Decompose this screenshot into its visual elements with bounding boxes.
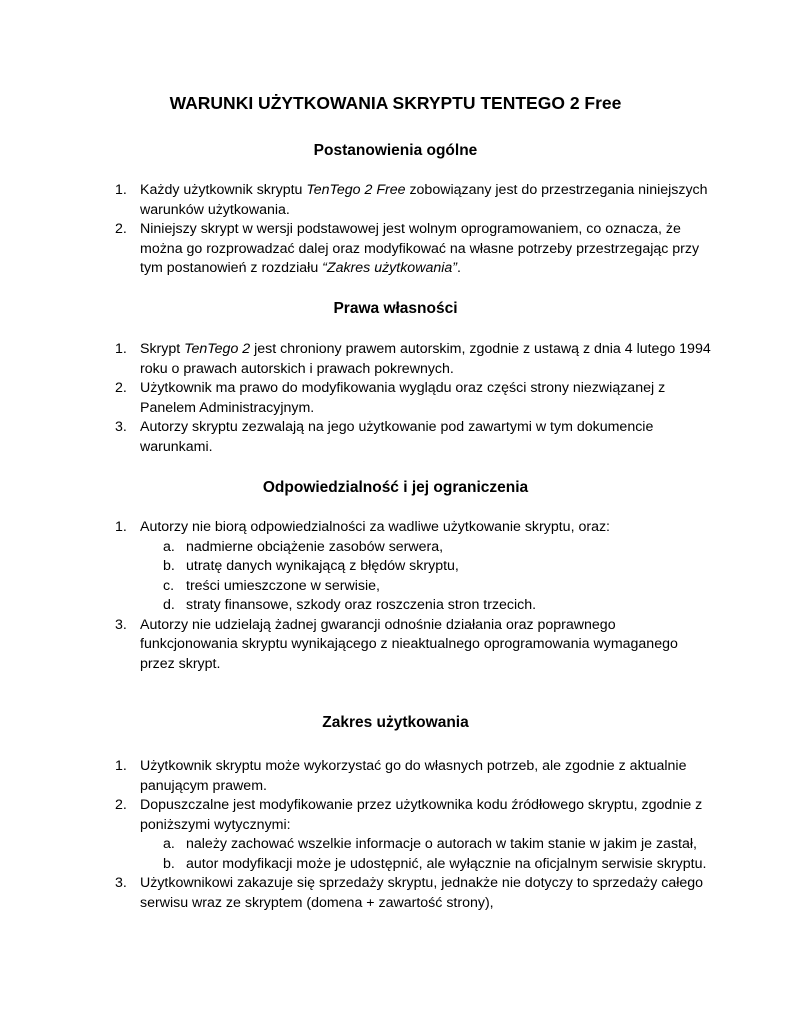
item-number: 2. (115, 221, 127, 237)
sub-item-text: straty finansowe, szkody oraz roszczenia stron trzecich. (186, 597, 537, 613)
sub-item-letter: a. (163, 538, 175, 555)
list-item (113, 518, 713, 538)
list-item (113, 874, 713, 913)
list-item (113, 757, 713, 796)
section-heading-ownership: Prawa własności (333, 300, 458, 317)
item-emphasis: TenTego 2 Free (306, 182, 406, 198)
item-number: 2. (115, 380, 127, 396)
item-emphasis: TenTego 2 (184, 341, 251, 357)
list-item (113, 340, 713, 379)
item-text: Skrypt (140, 341, 185, 357)
section-heading-scope: Zakres użytkowania (322, 714, 469, 731)
sub-list-item (113, 577, 713, 597)
item-number: 1. (115, 182, 127, 198)
list-item (113, 418, 713, 457)
list-item (113, 181, 713, 220)
item-text: . (457, 260, 461, 276)
document-title: WARUNKI UŻYTKOWANIA SKRYPTU TENTEGO 2 Free (169, 93, 622, 113)
item-text: Autorzy nie biorą odpowiedzialności za wadliwe użytkowanie skryptu, oraz: (140, 519, 610, 535)
item-text: Użytkownik ma prawo do modyfikowania wyglądu oraz części strony niezwiązanej z Panelem Administracyjnym. (140, 380, 666, 416)
item-text: Niniejszy skrypt w wersji podstawowej jest wolnym oprogramowaniem, co oznacza, że można go rozprowadzać dalej oraz modyfikować na własne potrzeby przestrzegając przy tym postanowień z rozdziału (140, 221, 700, 276)
sub-item-text: utratę danych wynikającą z błędów skryptu, (186, 558, 459, 574)
item-text: Każdy użytkownik skryptu (140, 182, 307, 198)
section-heading-liability: Odpowiedzialność i jej ograniczenia (262, 479, 529, 496)
item-number: 1. (115, 758, 127, 774)
sub-list-item (113, 557, 713, 577)
item-number: 3. (115, 419, 127, 435)
sub-item-text: autor modyfikacji może je udostępnić, ale wyłącznie na oficjalnym serwisie skryptu. (186, 855, 707, 872)
item-text: Dopuszczalne jest modyfikowanie przez użytkownika kodu źródłowego skryptu, zgodnie z poniższymi wytycznymi: (140, 797, 703, 833)
item-text: jest chroniony prawem autorskim, zgodnie z ustawą z dnia 4 lutego 1994 roku o prawach autorskich i prawach pokrewnych. (140, 341, 711, 377)
list-item (113, 616, 713, 675)
sub-list-item (113, 855, 713, 875)
sub-item-text: należy zachować wszelkie informacje o autorach w takim stanie w jakim je zastał, (186, 836, 697, 852)
item-number: 3. (115, 616, 127, 633)
list-ownership (113, 340, 713, 457)
sub-list-item (113, 596, 713, 616)
item-text: Użytkownik skryptu może wykorzystać go do własnych potrzeb, ale zgodnie z aktualnie panującym prawem. (140, 758, 687, 794)
item-emphasis: “Zakres użytkowania” (322, 260, 457, 276)
item-text: Autorzy skryptu zezwalają na jego użytkowanie pod zawartymi w tym dokumencie warunkami. (140, 419, 654, 455)
sub-list-item (113, 835, 713, 855)
sub-list-item (113, 538, 713, 558)
sub-item-letter: d. (163, 597, 175, 613)
item-text: Autorzy nie udzielają żadnej gwarancji odnośnie działania oraz poprawnego funkcjonowania skryptu wynikającego z nieaktualnego oprogramowania wymaganego przez skrypt. (140, 616, 678, 672)
list-item (113, 796, 713, 835)
list-liability (113, 518, 713, 674)
sub-item-letter: b. (163, 558, 175, 574)
list-general (113, 181, 713, 279)
section-heading-general: Postanowienia ogólne (313, 142, 478, 159)
sub-item-letter: b. (163, 855, 175, 872)
list-item (113, 220, 713, 279)
item-text: Użytkownikowi zakazuje się sprzedaży skryptu, jednakże nie dotyczy to sprzedaży całego serwisu wraz ze skryptem (domena + zawartość strony), (140, 875, 704, 911)
sub-item-text: nadmierne obciążenie zasobów serwera, (186, 538, 444, 555)
item-text: zobowiązany jest do przestrzegania niniejszych warunków użytkowania. (140, 182, 708, 218)
list-item (113, 379, 713, 418)
sub-item-text: treści umieszczone w serwisie, (186, 577, 380, 594)
list-scope (113, 757, 713, 913)
item-number: 1. (115, 341, 127, 357)
sub-item-letter: c. (163, 577, 175, 594)
item-number: 3. (115, 875, 127, 891)
sub-item-letter: a. (163, 836, 175, 852)
item-number: 1. (115, 519, 127, 535)
item-number: 2. (115, 797, 127, 813)
